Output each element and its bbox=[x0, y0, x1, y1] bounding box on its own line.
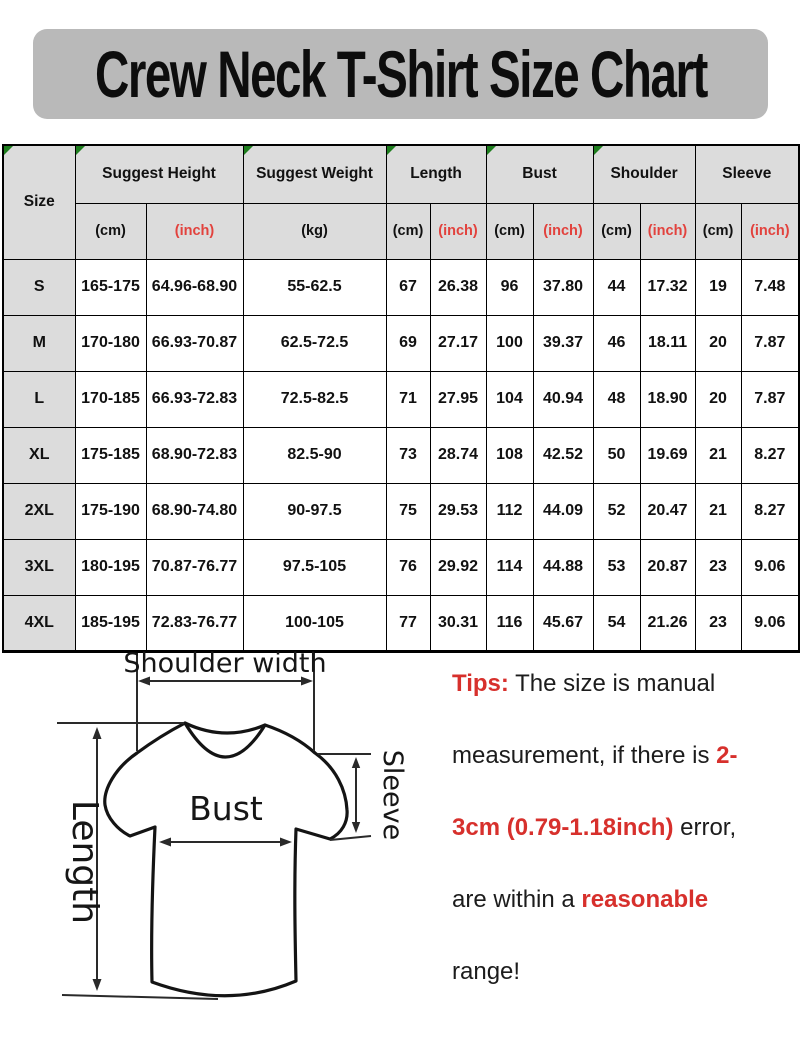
table-cell: 97.5-105 bbox=[243, 539, 386, 595]
bust-header: Bust bbox=[486, 145, 593, 203]
table-row bbox=[3, 595, 799, 651]
table-cell: 68.90-74.80 bbox=[146, 483, 243, 539]
table-cell: 7.87 bbox=[741, 371, 799, 427]
table-cell: 90-97.5 bbox=[243, 483, 386, 539]
table-cell: 9.06 bbox=[741, 539, 799, 595]
table-cell: 100 bbox=[486, 315, 533, 371]
table-cell: 48 bbox=[593, 371, 640, 427]
tshirt-outline bbox=[105, 723, 347, 996]
size-cell: 3XL bbox=[3, 539, 75, 595]
table-cell: 69 bbox=[386, 315, 430, 371]
table-row bbox=[3, 427, 799, 483]
table-cell: 21 bbox=[695, 427, 741, 483]
table-cell: 19.69 bbox=[640, 427, 695, 483]
table-row bbox=[3, 483, 799, 539]
table-cell: 23 bbox=[695, 595, 741, 651]
table-cell: 29.53 bbox=[430, 483, 486, 539]
bust-label: Bust bbox=[189, 789, 263, 828]
table-cell: 71 bbox=[386, 371, 430, 427]
table-cell: 104 bbox=[486, 371, 533, 427]
table-cell: 44.88 bbox=[533, 539, 593, 595]
unit-cell: (cm) bbox=[75, 203, 146, 259]
unit-cell: (inch) bbox=[533, 203, 593, 259]
unit-cell: (inch) bbox=[640, 203, 695, 259]
table-cell: 66.93-72.83 bbox=[146, 371, 243, 427]
suggest-weight-header: Suggest Weight bbox=[243, 145, 386, 203]
table-cell: 20.47 bbox=[640, 483, 695, 539]
page-title: Crew Neck T-Shirt Size Chart bbox=[94, 37, 707, 111]
tips-highlight: Tips: bbox=[452, 670, 509, 697]
table-cell: 7.87 bbox=[741, 315, 799, 371]
tips-segment: The size is manual measurement, if there is bbox=[452, 670, 717, 769]
table-cell: 72.83-76.77 bbox=[146, 595, 243, 651]
table-cell: 114 bbox=[486, 539, 533, 595]
table-cell: 27.95 bbox=[430, 371, 486, 427]
table-cell: 40.94 bbox=[533, 371, 593, 427]
size-cell: M bbox=[3, 315, 75, 371]
size-column-header: Size bbox=[3, 145, 75, 259]
table-header-row bbox=[3, 145, 799, 203]
table-cell: 23 bbox=[695, 539, 741, 595]
table-cell: 19 bbox=[695, 259, 741, 315]
tips-text bbox=[452, 648, 774, 1008]
table-cell: 72.5-82.5 bbox=[243, 371, 386, 427]
tshirt-diagram bbox=[0, 650, 450, 1040]
table-row bbox=[3, 315, 799, 371]
table-cell: 46 bbox=[593, 315, 640, 371]
table-cell: 42.52 bbox=[533, 427, 593, 483]
table-cell: 62.5-72.5 bbox=[243, 315, 386, 371]
size-cell: 4XL bbox=[3, 595, 75, 651]
table-cell: 73 bbox=[386, 427, 430, 483]
table-cell: 30.31 bbox=[430, 595, 486, 651]
table-cell: 39.37 bbox=[533, 315, 593, 371]
table-cell: 53 bbox=[593, 539, 640, 595]
sleeve-label: Sleeve bbox=[377, 749, 408, 841]
table-cell: 9.06 bbox=[741, 595, 799, 651]
table-cell: 180-195 bbox=[75, 539, 146, 595]
size-cell: XL bbox=[3, 427, 75, 483]
unit-cell: (cm) bbox=[386, 203, 430, 259]
tips-segment: error, are within a bbox=[452, 814, 737, 913]
table-cell: 37.80 bbox=[533, 259, 593, 315]
table-cell: 26.38 bbox=[430, 259, 486, 315]
shoulder-header: Shoulder bbox=[593, 145, 695, 203]
table-cell: 20 bbox=[695, 315, 741, 371]
unit-cell: (kg) bbox=[243, 203, 386, 259]
table-cell: 96 bbox=[486, 259, 533, 315]
table-cell: 116 bbox=[486, 595, 533, 651]
table-cell: 21 bbox=[695, 483, 741, 539]
table-cell: 21.26 bbox=[640, 595, 695, 651]
table-cell: 175-185 bbox=[75, 427, 146, 483]
table-cell: 20.87 bbox=[640, 539, 695, 595]
table-row bbox=[3, 539, 799, 595]
table-cell: 175-190 bbox=[75, 483, 146, 539]
table-cell: 68.90-72.83 bbox=[146, 427, 243, 483]
length-header: Length bbox=[386, 145, 486, 203]
unit-cell: (cm) bbox=[486, 203, 533, 259]
table-cell: 66.93-70.87 bbox=[146, 315, 243, 371]
table-cell: 44.09 bbox=[533, 483, 593, 539]
tips-highlight: reasonable bbox=[581, 886, 709, 913]
table-cell: 76 bbox=[386, 539, 430, 595]
table-row bbox=[3, 259, 799, 315]
suggest-height-header: Suggest Height bbox=[75, 145, 243, 203]
table-cell: 18.11 bbox=[640, 315, 695, 371]
table-cell: 50 bbox=[593, 427, 640, 483]
tips-segment: range! bbox=[452, 958, 521, 985]
table-cell: 70.87-76.77 bbox=[146, 539, 243, 595]
shoulder-width-label: Shoulder width bbox=[123, 650, 327, 679]
table-cell: 108 bbox=[486, 427, 533, 483]
table-cell: 44 bbox=[593, 259, 640, 315]
table-cell: 45.67 bbox=[533, 595, 593, 651]
table-cell: 8.27 bbox=[741, 483, 799, 539]
title-banner bbox=[33, 29, 768, 119]
table-cell: 18.90 bbox=[640, 371, 695, 427]
tips-highlight: 2-3cm (0.79-1.18inch) bbox=[452, 742, 738, 841]
table-cell: 165-175 bbox=[75, 259, 146, 315]
size-cell: 2XL bbox=[3, 483, 75, 539]
table-cell: 54 bbox=[593, 595, 640, 651]
table-cell: 77 bbox=[386, 595, 430, 651]
table-cell: 17.32 bbox=[640, 259, 695, 315]
unit-cell: (inch) bbox=[741, 203, 799, 259]
length-label: Length bbox=[64, 799, 105, 925]
table-cell: 55-62.5 bbox=[243, 259, 386, 315]
table-cell: 185-195 bbox=[75, 595, 146, 651]
table-cell: 29.92 bbox=[430, 539, 486, 595]
table-cell: 100-105 bbox=[243, 595, 386, 651]
unit-cell: (inch) bbox=[146, 203, 243, 259]
sleeve-header: Sleeve bbox=[695, 145, 799, 203]
table-cell: 8.27 bbox=[741, 427, 799, 483]
table-cell: 7.48 bbox=[741, 259, 799, 315]
size-cell: S bbox=[3, 259, 75, 315]
table-cell: 20 bbox=[695, 371, 741, 427]
unit-cell: (cm) bbox=[593, 203, 640, 259]
table-units-row bbox=[3, 203, 799, 259]
table-cell: 82.5-90 bbox=[243, 427, 386, 483]
table-cell: 170-185 bbox=[75, 371, 146, 427]
table-cell: 75 bbox=[386, 483, 430, 539]
unit-cell: (inch) bbox=[430, 203, 486, 259]
table-cell: 67 bbox=[386, 259, 430, 315]
table-cell: 112 bbox=[486, 483, 533, 539]
table-cell: 28.74 bbox=[430, 427, 486, 483]
table-cell: 170-180 bbox=[75, 315, 146, 371]
table-cell: 52 bbox=[593, 483, 640, 539]
size-cell: L bbox=[3, 371, 75, 427]
table-row bbox=[3, 371, 799, 427]
table-cell: 27.17 bbox=[430, 315, 486, 371]
size-chart-table bbox=[2, 144, 800, 653]
unit-cell: (cm) bbox=[695, 203, 741, 259]
table-cell: 64.96-68.90 bbox=[146, 259, 243, 315]
